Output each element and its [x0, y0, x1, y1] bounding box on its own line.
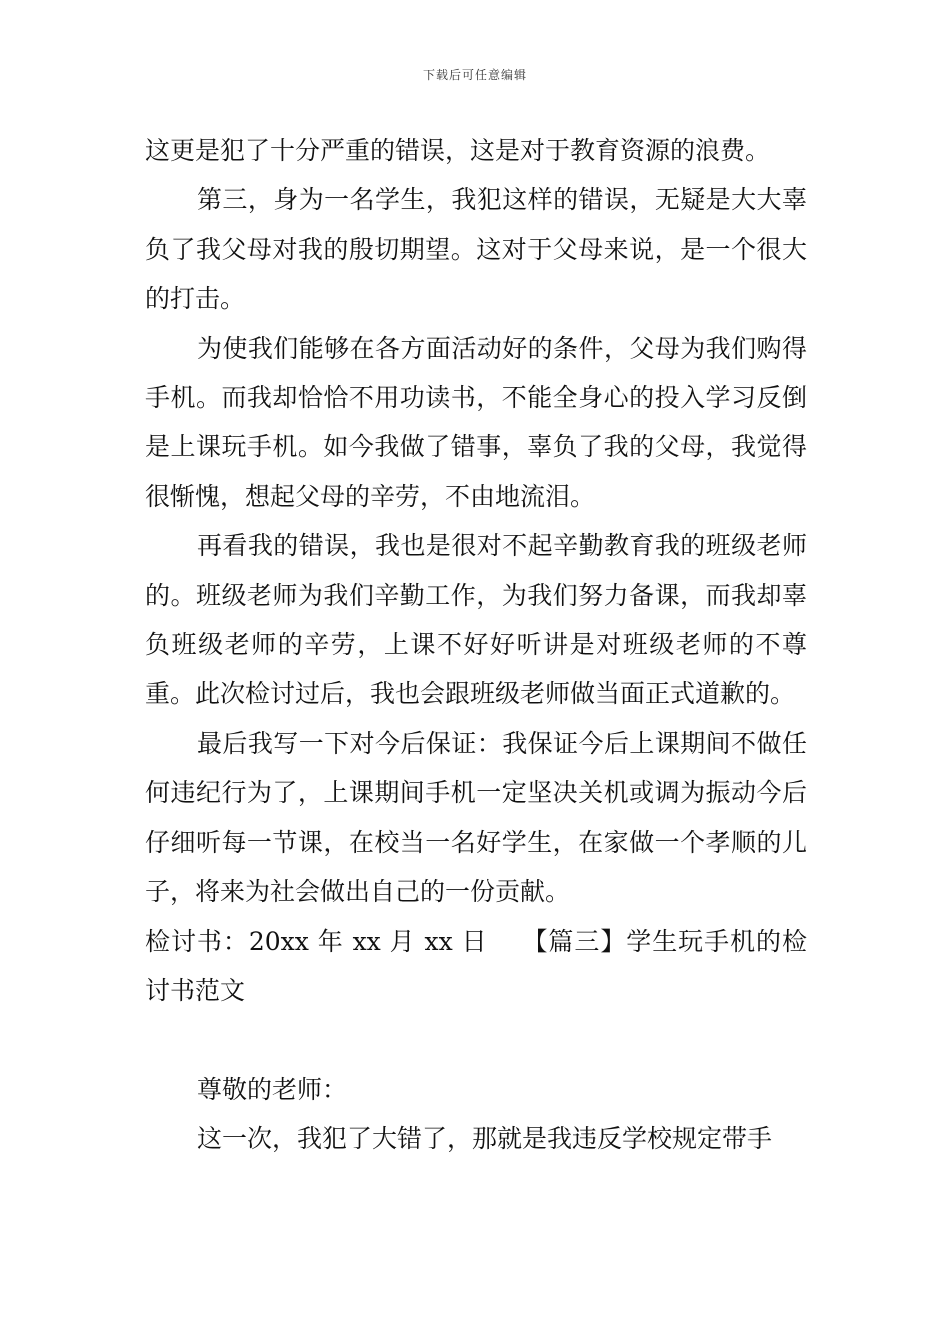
paragraph-resource-waste: 这更是犯了十分严重的错误，这是对于教育资源的浪费。 [145, 136, 771, 165]
document-body [145, 126, 807, 1164]
paragraph-teacher-apology: 再看我的错误，我也是很对不起辛勤教育我的班级老师的。班级老师为我们辛勤工作，为我们努力备课，而我却辜负班级老师的辛劳，上课不好好听讲是对班级老师的不尊重。此次检讨过后，我也会跟班级老师做当面正式道歉的。 [145, 531, 807, 709]
blank-line [145, 1015, 807, 1064]
salutation: 尊敬的老师： [197, 1074, 348, 1104]
paragraph-third-point: 第三，身为一名学生，我犯这样的错误，无疑是大大辜负了我父母对我的殷切期望。这对于父母来说，是一个很大的打击。 [145, 185, 807, 314]
paragraph-parents-phone: 为使我们能够在各方面活动好的条件，父母为我们购得手机。而我却恰恰不用功读书，不能全身心的投入学习反倒是上课玩手机。如今我做了错事，辜负了我的父母，我觉得很惭愧，想起父母的辛劳，不由地流泪。 [145, 333, 807, 511]
page-header: 下载后可任意编辑 [422, 68, 527, 82]
paragraph-opening: 这一次，我犯了大错了，那就是我违反学校规定带手 [197, 1124, 773, 1154]
paragraph-signature-and-title: 检讨书：20xx 年 xx 月 xx 日 【篇三】学生玩手机的检讨书范文 [145, 926, 807, 1005]
paragraph-guarantee: 最后我写一下对今后保证：我保证今后上课期间不做任何违纪行为了，上课期间手机一定坚决关机或调为振动今后仔细听每一节课，在校当一名好学生，在家做一个孝顺的儿子，将来为社会做出自己的一份贡献。 [145, 728, 807, 907]
